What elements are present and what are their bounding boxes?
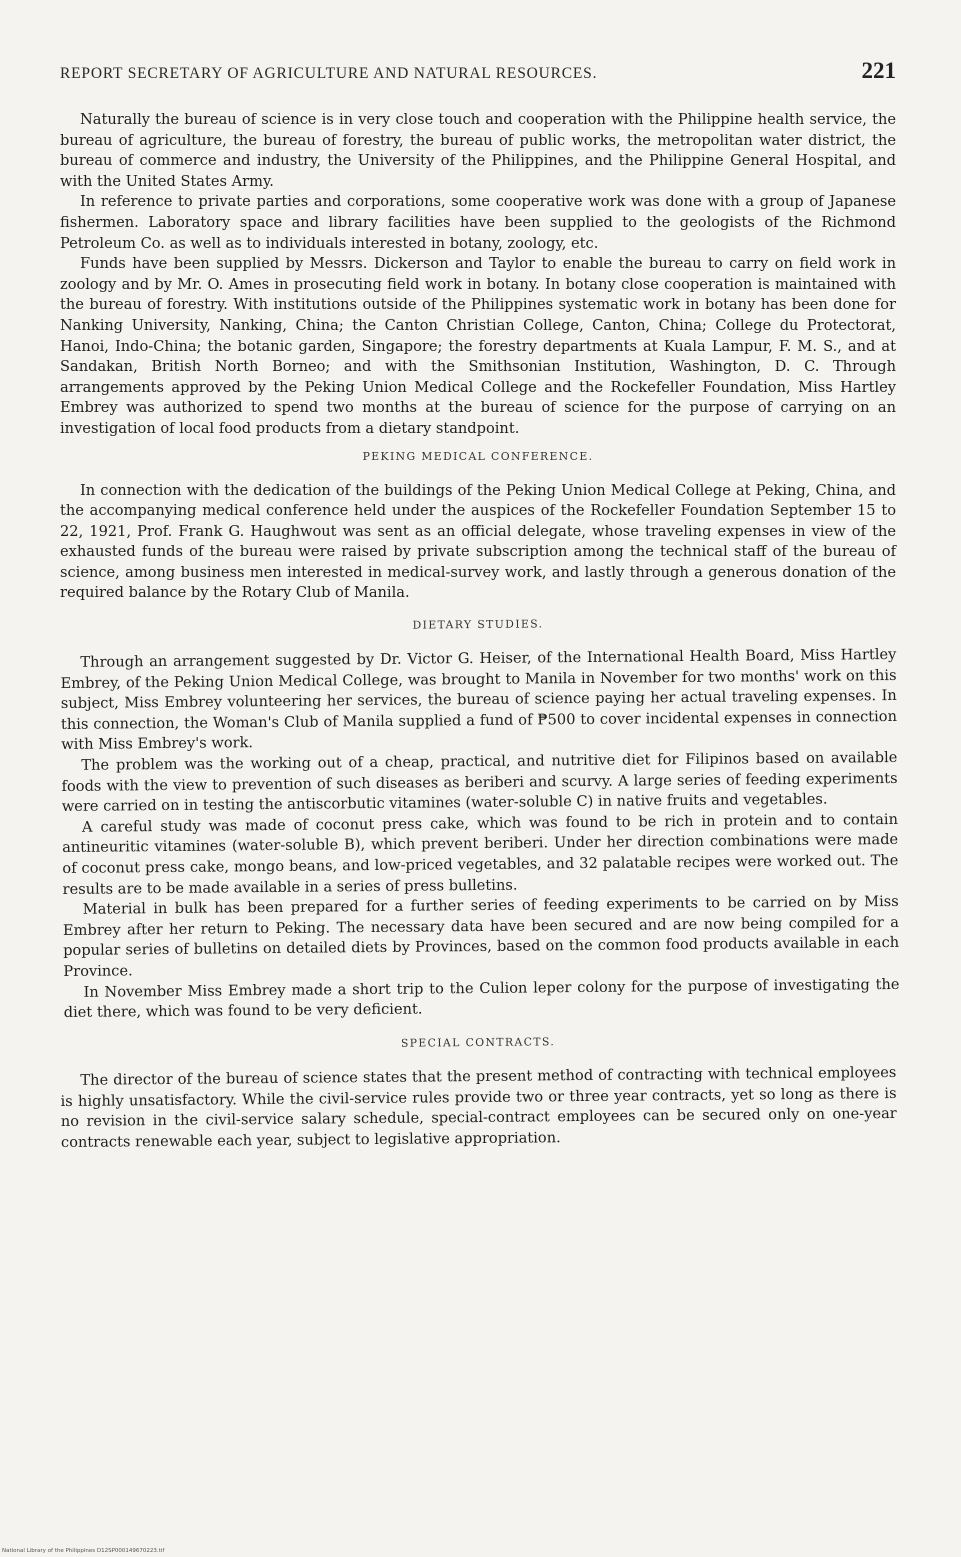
- paragraph: The problem was the working out of a cheap, practical, and nutritive diet for Filipinos based on available foods with the view to prevention of such diseases as beriberi and scurvy. A large series of feeding experiments were carried on in testing the antiscorbutic vitamines (water-soluble C) in native fruits and vegetables.: [61, 749, 898, 816]
- section-heading: SPECIAL CONTRACTS.: [400, 1034, 556, 1050]
- intro-section: [60, 110, 896, 440]
- running-title: REPORT SECRETARY OF AGRICULTURE AND NATURAL RESOURCES.: [60, 65, 598, 82]
- paragraph: The director of the bureau of science states that the present method of contracting with technical employees is highly unsatisfactory. While the civil-service rules provide two or three year contracts, yet so long as there is no revision in the civil-service salary schedule, special-contract employees can be secured only on one-year contracts renewable each year, subject to legislative appropriation.: [60, 1063, 897, 1151]
- peking-section: [60, 450, 896, 605]
- document-page: [60, 58, 900, 1153]
- paragraph: In reference to private parties and corporations, some cooperative work was done with a group of Japanese fishermen. Laboratory space and library facilities have been supplied to the geologists of the Richmond Petroleum Co. as well as to individuals interested in botany, zoology, etc.: [60, 193, 896, 252]
- contracts-section: [60, 1032, 897, 1153]
- scan-footer: National Library of the Philippines D12SP000149670223.tif: [2, 1548, 165, 1554]
- section-heading: PEKING MEDICAL CONFERENCE.: [362, 449, 594, 463]
- page-number: 221: [861, 58, 896, 83]
- paragraph: In connection with the dedication of the buildings of the Peking Union Medical College at Peking, China, and the accompanying medical conference held under the auspices of the Rockefeller Foundation September 15 to 22, 1921, Prof. Frank G. Haughwout was sent as an official delegate, whose traveling expenses in view of the exhausted funds of the bureau were raised by private subscription among the technical staff of the bureau of science, among business men interested in medical-survey work, and lastly through a generous donation of the required balance by the Rotary Club of Manila.: [60, 481, 896, 602]
- paragraph: A careful study was made of coconut press cake, which was found to be rich in protein and to contain antineuritic vitamines (water-soluble B), which prevent beriberi. Under her direction combinations were made of coconut press cake, mongo beans, and low-priced vegetables, and 32 palatable recipes were worked out. The results are to be made available in a series of press bulletins.: [62, 810, 899, 898]
- dietary-section: [60, 614, 900, 1024]
- paragraph: In November Miss Embrey made a short trip to the Culion leper colony for the purpose of investigating the diet there, which was found to be very deficient.: [63, 975, 900, 1022]
- section-heading: DIETARY STUDIES.: [412, 617, 544, 632]
- running-header: [60, 58, 896, 84]
- paragraph: Funds have been supplied by Messrs. Dickerson and Taylor to enable the bureau to carry on field work in zoology and by Mr. O. Ames in prosecuting field work in botany. In botany close cooperation is maintained with the bureau of forestry. With institutions outside of the Philippines systematic work in botany has been done for Nanking University, Nanking, China; the Canton Christian College, Canton, China; College du Protectorat, Hanoi, Indo-China; the botanic garden, Singapore; the forestry departments at Kuala Lampur, F. M. S., and at Sandakan, British North Borneo; and with the Smithsonian Institution, Washington, D. C. Through arrangements approved by the Peking Union Medical College and the Rockefeller Foundation, Miss Hartley Embrey was authorized to spend two months at the bureau of science for the purpose of carrying on an investigation of local food products from a dietary standpoint.: [60, 255, 896, 437]
- paragraph: Through an arrangement suggested by Dr. Victor G. Heiser, of the International Health Board, Miss Hartley Embrey, of the Peking Union Medical College, was brought to Manila in November for two months' work on this subject, Miss Embrey volunteering her services, the bureau of science paying her actual traveling expenses. In this connection, the Woman's Club of Manila supplied a fund of ₱500 to cover incidental expenses in connection with Miss Embrey's work.: [60, 646, 898, 754]
- paragraph: Material in bulk has been prepared for a further series of feeding experiments to be carried on by Miss Embrey after her return to Peking. The necessary data have been secured and are now being compiled for a popular series of bulletins on detailed diets by Provinces, based on the common food products available in each Province.: [62, 893, 900, 980]
- paragraph: Naturally the bureau of science is in very close touch and cooperation with the Philippine health service, the bureau of agriculture, the bureau of forestry, the bureau of public works, the metropolitan water district, the bureau of commerce and industry, the University of the Philippines, and the Philippine General Hospital, and with the United States Army.: [60, 111, 896, 190]
